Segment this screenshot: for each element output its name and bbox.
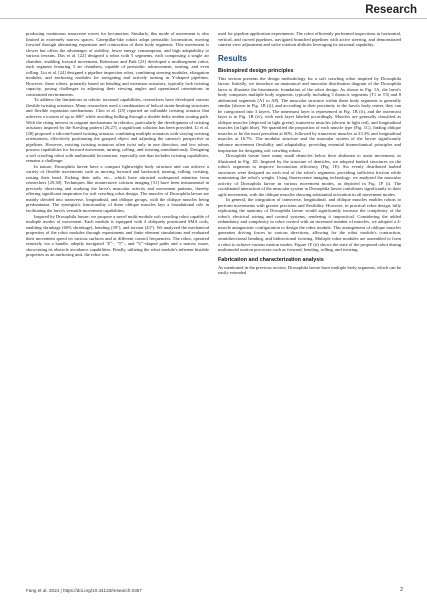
fabrication-heading: Fabrication and characterization analysis: [218, 256, 324, 263]
body-paragraph: Inspired by Drosophila larvae, we propose a novel multi-module soft crawling robot capable of multiple modes of movement. Each module is equipped with 4 obliquely positioned SMA coils, enabling shrinkage (60% shrinkage), bending (39°), and torsion (43°). We analyzed the mechanical properties of the robot modules through experiments and finite element simulations and evaluated their movement speed on various surfaces and at different control frequencies. The robot, operated remotely via a handle, adeptly navigated "Z"-, "T"-, and "U"-shaped paths and a narrow maze, showcasing its obstacle avoidance capabilities. Finally, utilizing the robot module's inherent bistable properties as an anchoring unit, the robot was: [26, 213, 209, 258]
journal-name: Research: [365, 4, 417, 16]
page-number: 2: [399, 587, 403, 593]
body-paragraph: This section presents the design methodology for a soft crawling robot inspired by Drosophila larvae. Initially, we introduce an anatomical and muscular distribution diagram of the Drosophila larva to illustrate the biomimetic foundation of the robot design. As shown in Fig. 1A, the larva's body comprises multiple body segments, typically including 3 thoracic segments (T1 to T3) and 8 abdominal segments (A1 to A8). The muscular structure within these body segments is generally similar [shown in Fig. 1B (i)], and according to their proximity to the larva's body center, they can be categorized into 3 layers. The innermost layer is represented in Fig. 1B (ii), and the outermost layer is in Fig. 1B (iv), with each layer labeled accordingly. Muscles are generally classified as oblique muscles (depicted in light green), transverse muscles (shown in light red), and longitudinal muscles (in light blue). We quantified the proportion of each muscle type (Fig. 1C), finding oblique muscles to be the most prevalent at 60%, followed by transverse muscles at 23.3% and longitudinal muscles at 16.7%. The modular structure and the muscular system of the larvae significantly enhance movement flexibility and adaptability, providing essential biomechanical principles and inspiration for designing soft crawling robots.: [218, 75, 401, 153]
body-paragraph: To address the limitations in robotic torsional capabilities, researchers have developed various flexible twisting actuators. Many researchers used a combination of helical strain-limiting structures and flexible expansion mechanisms. Choi et al. [25] reported an inflatable twisting actuator that achieves a torsion of up to 600° while avoiding bulking through a double-helix tendon routing path. With the rising interest in origami mechanisms in robotics, particularly the development of twisting actuators inspired by the Kresling pattern [26,27], a significant solution has been provided. Li et al. [28] proposed a silicone-based twisting actuator, combining multiple actuators with varying twisting orientations, effectively positioning the grasped object and adjusting the camera's perspective in pipelines. However, existing twisting actuators often twist only in one direction, and few robots possess capabilities for forward movement, turning, rolling, and twisting simultaneously. Designing a soft crawling robot with multimodal locomotion, especially one that includes twisting capabilities, remains a challenge.: [26, 97, 209, 164]
body-paragraph: In nature, Drosophila larvae have a compact lightweight body structure and can achieve a variety of flexible movements such as moving forward and backward, turning, rolling, twisting, raising their head, flicking their tails, etc., which have attracted widespread attention from researchers [29,30]. Techniques like noninvasive calcium imaging [31] have been instrumental in precisely observing and studying the larva's muscular activity and movement patterns, thereby offering significant inspiration for soft crawling robot design. The muscles of Drosophila larvae are mainly divided into transverse, longitudinal, and oblique groups, with the oblique muscles being predominant. The synergistic functionality of these oblique muscles lays a foundational role in facilitating the larva's versatile movement capabilities.: [26, 163, 209, 213]
body-paragraph: producing continuous transverse waves for locomotion. Similarly, this mode of movement is also limited in extremely narrow spaces. Caterpillar-like robots adopt peristaltic locomotion, moving forward through alternating expansion and contraction of their body segments. This movement is slower but offers the advantages of stability, lower energy consumption, and high adaptability to various terrains. Das et al. [22] designed a robot with 5 segments, each comprising a single air chamber, enabling forward movement. Robertson and Paik [23] developed a multisegment robot, each segment featuring 3 air chambers, capable of peristaltic advancement, turning, and even rolling. Liu et al. [24] designed a pipeline inspection robot, combining steering modules, elongation modules, and anchoring modules for navigating and actively turning in Y-shaped pipelines. However, these robots, primarily based on bending and extension actuators, typically lack twisting capacity, posing challenges in adjusting their viewing angles and operational orientations in constrained environments.: [26, 31, 209, 97]
body-paragraph: Drosophila larvae have many small denticles below their abdomen to assist movement, as illustrated in Fig. 1D. Inspired by the structure of denticles, we adopted barbed structures on the robot's segments to improve locomotion efficiency (Fig. 1E). Six evenly distributed barbed structures were designed on each end of the robot's segments, providing sufficient friction while minimizing the robot's weight. Using fluorescence imaging technology, we analyzed the muscular activity of Drosophila larvae in various movement modes, as depicted in Fig. 1F (i). The coordinated interaction of the muscular system in Drosophila larvae contributes significantly to their agile movement, with the oblique muscles showing substantial activation in all movement modes.: [218, 153, 401, 197]
results-heading: Results: [218, 53, 247, 63]
page-header: [0, 0, 427, 19]
body-paragraph: used for pipeline application experiments. The robot efficiently performed inspections in horizontal, vertical, and curved pipelines, navigated branched pipelines with active steering, and demonstrated camera view adjustment and valve rotation abilities leveraging its torsional capability.: [218, 31, 401, 48]
citation-footer[interactable]: Fang et al. 2024 | https://doi.org/10.34133/research.0357: [26, 588, 142, 593]
left-column: [26, 31, 209, 258]
right-column: [218, 31, 401, 276]
body-paragraph: In general, the integration of transverse, longitudinal, and oblique muscles enables robots to perform movements with greater precision and flexibility. However, in practical robot design, fully replicating the anatomy of Drosophila larvae would significantly increase the complexity of the robot's electrical wiring and control systems, rendering it impractical. Considering the added redundancy and complexity in robot control with an increased number of muscles, we adopted a 4-muscle antagonistic configuration to design the robot module. This arrangement of oblique muscles generates driving forces in various directions, allowing for the robot module's contraction, omnidirectional bending, and bidirectional twisting. Multiple robot modules are assembled to form a robot to achieve various motion modes. Figure 1F (ii) shows the state of the proposed robot during multimodal motion processes such as forward, bending, rolling, and twisting.: [218, 197, 401, 253]
design-principles-heading: Bioinspired design principles: [218, 67, 294, 74]
body-paragraph: As mentioned in the previous section, Drosophila larvae have multiple body segments, which can be easily extended: [218, 264, 401, 276]
